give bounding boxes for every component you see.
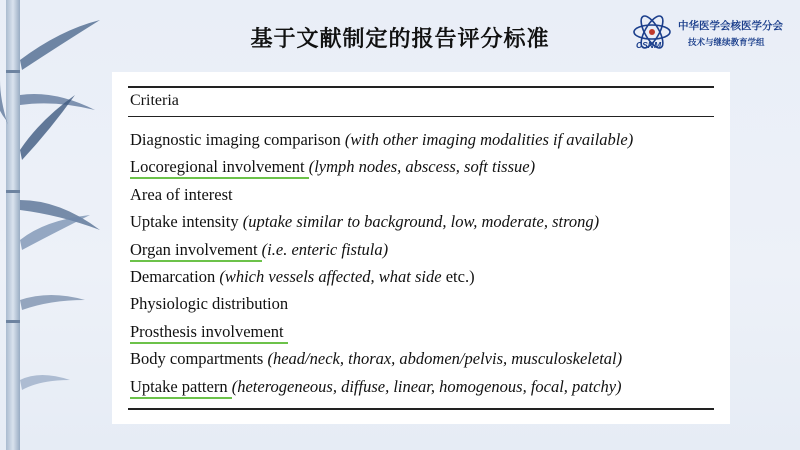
table-header-rule xyxy=(128,116,714,117)
bamboo-decoration xyxy=(0,0,110,450)
table-row xyxy=(130,185,633,212)
table-row xyxy=(130,157,633,184)
table-row xyxy=(130,349,633,376)
highlight-underline xyxy=(130,342,288,344)
criterion-name: Organ involvement xyxy=(130,239,258,259)
slide-title: 基于文献制定的报告评分标准 xyxy=(250,27,550,52)
logo-name-line1: 中华医学会核医学分会 xyxy=(678,20,783,32)
table-row xyxy=(130,322,633,349)
criterion-name: Physiologic distribution xyxy=(130,294,289,314)
criterion-detail: (head/neck, thorax, abdomen/pelvis, musculoskeletal) xyxy=(267,349,623,369)
criterion-name: Demarcation xyxy=(130,266,216,286)
criterion-name: Uptake pattern xyxy=(130,376,228,396)
society-logo xyxy=(632,12,792,58)
table-row xyxy=(130,377,633,404)
criterion-detail: (with other imaging modalities if available) xyxy=(344,130,634,149)
criterion-name: Body compartments xyxy=(130,349,264,369)
logo-abbreviation: CSNM xyxy=(636,40,662,50)
criterion-tail: etc.) xyxy=(445,266,475,286)
criterion-detail: (which vessels affected, what side xyxy=(219,266,442,286)
criterion-name: Uptake intensity xyxy=(130,212,239,232)
criterion-name: Prosthesis involvement xyxy=(130,321,284,341)
highlight-underline xyxy=(130,397,232,399)
criterion-detail: (lymph nodes, abscess, soft tissue) xyxy=(308,157,536,177)
table-row xyxy=(130,294,633,321)
table-row xyxy=(130,267,633,294)
criteria-list xyxy=(130,130,633,404)
criterion-detail: (i.e. enteric fistula) xyxy=(261,239,389,259)
criterion-name: Diagnostic imaging comparison xyxy=(130,130,341,149)
table-row xyxy=(130,212,633,239)
logo-name-line2: 技术与继续教育学组 xyxy=(688,38,765,48)
criterion-name: Locoregional involvement xyxy=(130,157,305,177)
criterion-detail: (uptake similar to background, low, moderate, strong) xyxy=(242,212,600,232)
highlight-underline xyxy=(130,260,262,262)
table-bottom-rule xyxy=(128,408,714,410)
table-row xyxy=(130,130,633,157)
highlight-underline xyxy=(130,177,309,179)
criterion-name: Area of interest xyxy=(130,184,233,204)
criteria-table xyxy=(112,72,730,424)
table-top-rule xyxy=(128,86,714,88)
criterion-detail: (heterogeneous, diffuse, linear, homogenous, focal, patchy) xyxy=(231,376,622,396)
table-row xyxy=(130,240,633,267)
table-header: Criteria xyxy=(130,92,179,109)
